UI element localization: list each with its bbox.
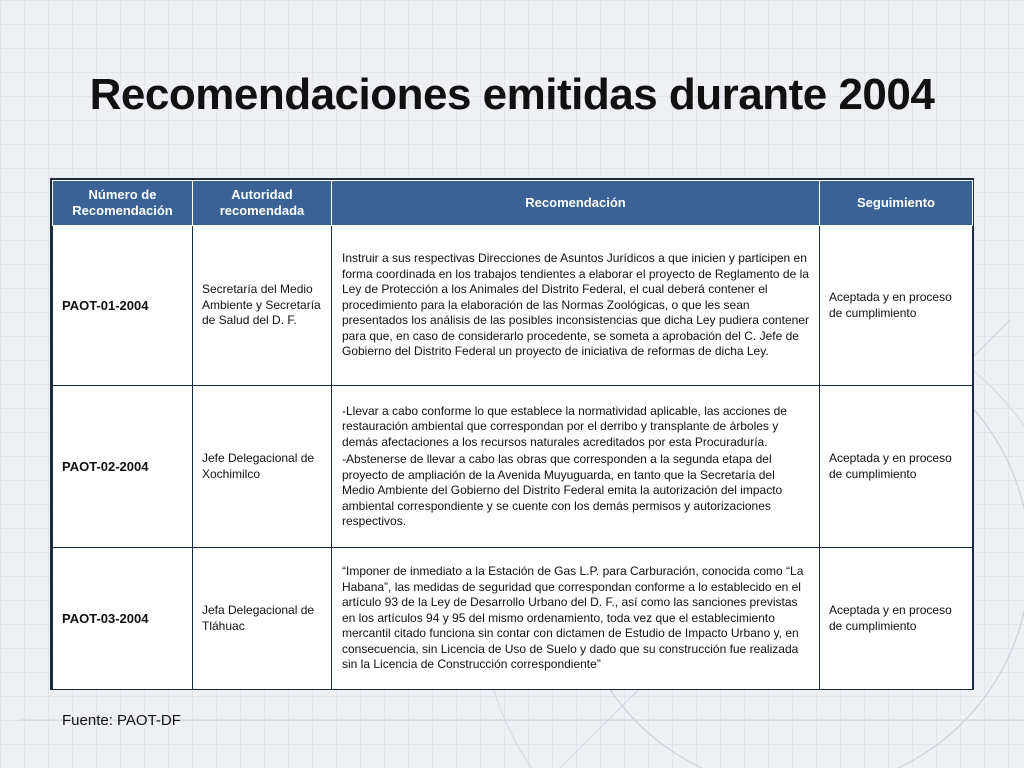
table-row — [53, 386, 973, 548]
row-recomendacion — [332, 548, 820, 690]
recomendacion-paragraph: Instruir a sus respectivas Direcciones de Asuntos Jurídicos a que inicien y participen en forma coordinada en los trabajos tendientes a elaborar el proyecto de Reglamento de la Ley de Protección a los Animales del Distrito Federal, el cual deberá contener el procedimiento para la elaboración de las Normas Zoológicas, o que les sean presentados los análisis de las posibles inconsistencias que dicha Ley pudiera contener para que, en caso de considerarlo procedente, se someta a aprobación del C. Jefe de Gobierno del Distrito Federal un proyecto de iniciativa de reformas de dicha Ley. — [342, 251, 809, 359]
page-title: Recomendaciones emitidas durante 2004 — [89, 70, 935, 119]
row-autoridad: Jefe Delegacional de Xochimilco — [193, 386, 332, 548]
row-autoridad: Jefa Delegacional de Tláhuac — [193, 548, 332, 690]
row-seguimiento: Aceptada y en proceso de cumplimiento — [820, 386, 973, 548]
row-numero: PAOT-02-2004 — [53, 386, 193, 548]
header-recomendacion: Recomendación — [332, 181, 820, 226]
row-numero: PAOT-03-2004 — [53, 548, 193, 690]
row-seguimiento: Aceptada y en proceso de cumplimiento — [820, 548, 973, 690]
table-row — [53, 548, 973, 690]
row-recomendacion — [332, 386, 820, 548]
header-seguimiento: Seguimiento — [820, 181, 973, 226]
recommendations-table — [52, 180, 973, 690]
table-header-row — [53, 181, 973, 226]
recomendacion-paragraph: “Imponer de inmediato a la Estación de Gas L.P. para Carburación, conocida como “La Habana”, las medidas de seguridad que correspondan conforme a lo establecido en el artículo 93 de la Ley de Desarrollo Urbano del D. F., así como las sanciones previstas en los artículos 94 y 95 del mismo ordenamiento, toda vez que el establecimiento mercantil citado funciona sin contar con dictamen de Estudio de Impacto Urbano y, en consecuencia, sin Licencia de Uso de Suelo y dado que su construcción fue realizada sin la Licencia de Construcción correspondiente” — [342, 564, 804, 672]
table-row — [53, 226, 973, 386]
row-recomendacion — [332, 226, 820, 386]
row-numero: PAOT-01-2004 — [53, 226, 193, 386]
header-numero: Número de Recomendación — [53, 181, 193, 226]
recommendations-table-frame — [50, 178, 974, 690]
recomendacion-paragraph: -Abstenerse de llevar a cabo las obras que corresponden a la segunda etapa del proyecto de ampliación de la Avenida Muyuguarda, en tanto que la Secretaría del Medio Ambiente del Gobierno del Distrito Federal emita la autorización del impacto ambiental correspondiente y se cuente con los demás permisos y autorizaciones respectivos. — [342, 452, 783, 528]
recomendacion-paragraph: -Llevar a cabo conforme lo que establece la normatividad aplicable, las acciones de restauración ambiental que correspondan por el derribo y transplante de árboles y demás afectaciones a los recursos naturales acreditados por esta Procuraduría. — [342, 403, 787, 449]
header-autoridad: Autoridad recomendada — [193, 181, 332, 226]
source-note: Fuente: PAOT-DF — [62, 712, 181, 729]
row-seguimiento: Aceptada y en proceso de cumplimiento — [820, 226, 973, 386]
row-autoridad: Secretaría del Medio Ambiente y Secretaría de Salud del D. F. — [193, 226, 332, 386]
